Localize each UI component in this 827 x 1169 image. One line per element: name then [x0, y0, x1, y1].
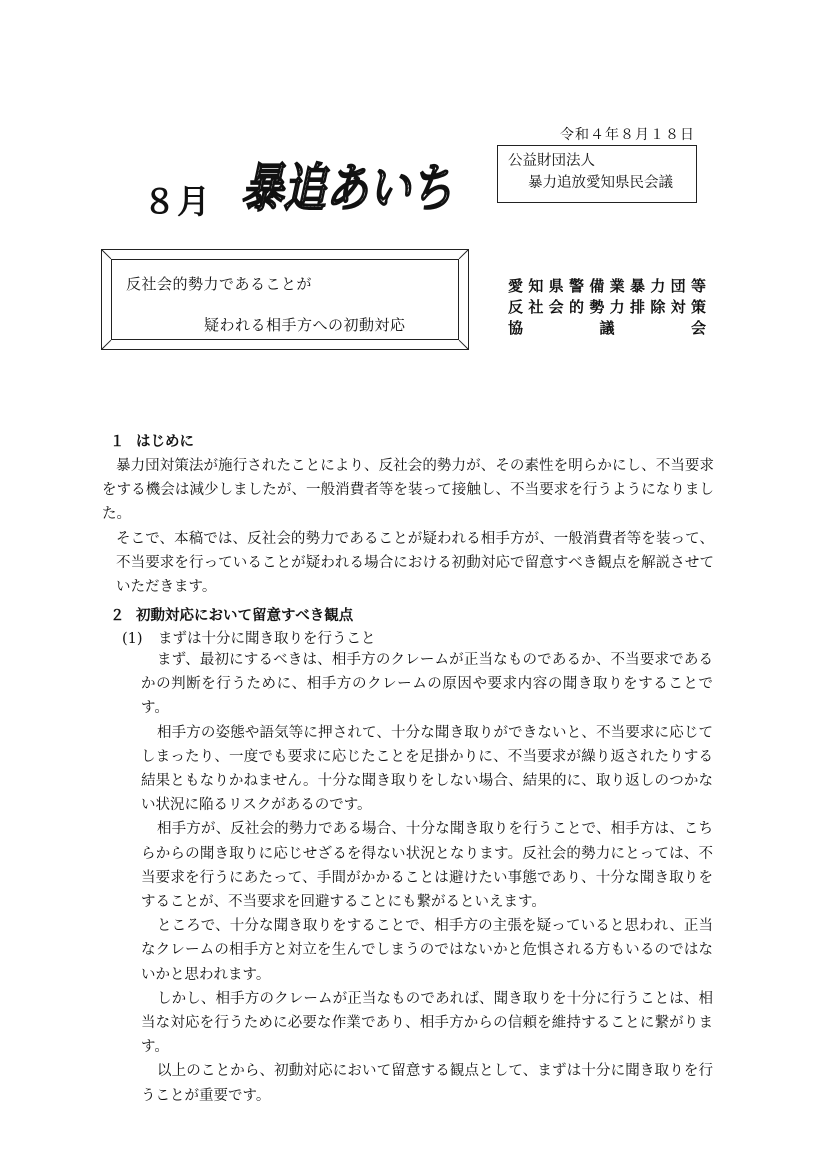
issuer-line-1: 公益財団法人: [508, 153, 595, 169]
council-name: [508, 276, 708, 339]
section-1-body: [102, 454, 714, 599]
section-2-number: ２: [110, 608, 125, 624]
council-line-1: 愛知県警備業暴力団等: [508, 277, 708, 295]
section-1-number: １: [110, 434, 125, 450]
subsection-1-title: まずは十分に聞き取りを行うこと: [158, 631, 376, 647]
section-1-heading: [110, 430, 194, 451]
body-paragraph: 以上のことから、初動対応において留意する観点として、まずは十分に聞き取りを行うことが重要です。: [141, 1063, 713, 1104]
issuer-line-2: 暴力追放愛知県民会議: [528, 175, 673, 191]
subsection-1-number: (1): [122, 631, 143, 647]
month-label: ８月: [143, 182, 211, 221]
body-paragraph: 相手方の姿態や語気等に押されて、十分な聞き取りができないと、不当要求に応じてしまったり、一度でも要求に応じたことを足掛かりに、不当要求が繰り返されたりする結果ともなりかねません。十分な聞き取りをしない場合、結果的に、取り返しのつかない状況に陥るリスクがあるのです。: [141, 724, 713, 814]
subsection-1-heading: [122, 627, 376, 648]
council-line-3: 協議会: [508, 319, 708, 337]
title-line-2: 疑われる相手方への初動対応: [204, 316, 406, 334]
section-2-title: 初動対応において留意すべき観点: [136, 608, 354, 624]
section-1-title: はじめに: [136, 434, 194, 450]
body-paragraph: しかし、相手方のクレームが正当なものであれば、聞き取りを十分に行うことは、相当な対応を行うために必要な作業であり、相手方からの信頼を維持することに繋がります。: [141, 990, 713, 1056]
body-paragraph: 相手方が、反社会的勢力である場合、十分な聞き取りを行うことで、相手方は、こちらからの聞き取りに応じせざるを得ない状況となります。反社会的勢力にとっては、不当要求を行うにあたって、手間がかかることは避けたい事態であり、十分な聞き取りをすることが、不当要求を回避することにも繋がるといえます。: [141, 821, 713, 911]
body-paragraph: まず、最初にするべきは、相手方のクレームが正当なものであるか、不当要求であるかの判断を行うために、相手方のクレームの原因や要求内容の聞き取りをすることです。: [141, 652, 713, 717]
body-paragraph: ところで、十分な聞き取りをすることで、相手方の主張を疑っていると思われ、正当なクレームの相手方と対立を生んでしまうのではないかと危惧される方もいるのではないかと思われます。: [141, 918, 713, 983]
issue-date: 令和４年８月１８日: [560, 127, 695, 143]
section-1-paragraph: そこで、本稿では、反社会的勢力であることが疑われる相手方が、一般消費者等を装って、不当要求を行っていることが疑われる場合における初動対応で留意すべき観点を解説させていただきます。: [116, 530, 714, 596]
section-1-paragraph: 暴力団対策法が施行されたことにより、反社会的勢力が、その素性を明らかにし、不当要求をする機会は減少しましたが、一般消費者等を装って接触し、不当要求を行うようになりました。: [102, 458, 714, 523]
council-line-2: 反社会的勢力排除対策: [508, 298, 708, 316]
logo-text: 暴追あいち: [238, 158, 511, 219]
subsection-1-body: [141, 648, 713, 1108]
title-line-1: 反社会的勢力であることが: [126, 275, 313, 293]
newsletter-logo: [236, 144, 511, 224]
issuer-box: [497, 145, 697, 203]
title-box: [101, 249, 469, 350]
section-2-heading: [110, 604, 353, 625]
